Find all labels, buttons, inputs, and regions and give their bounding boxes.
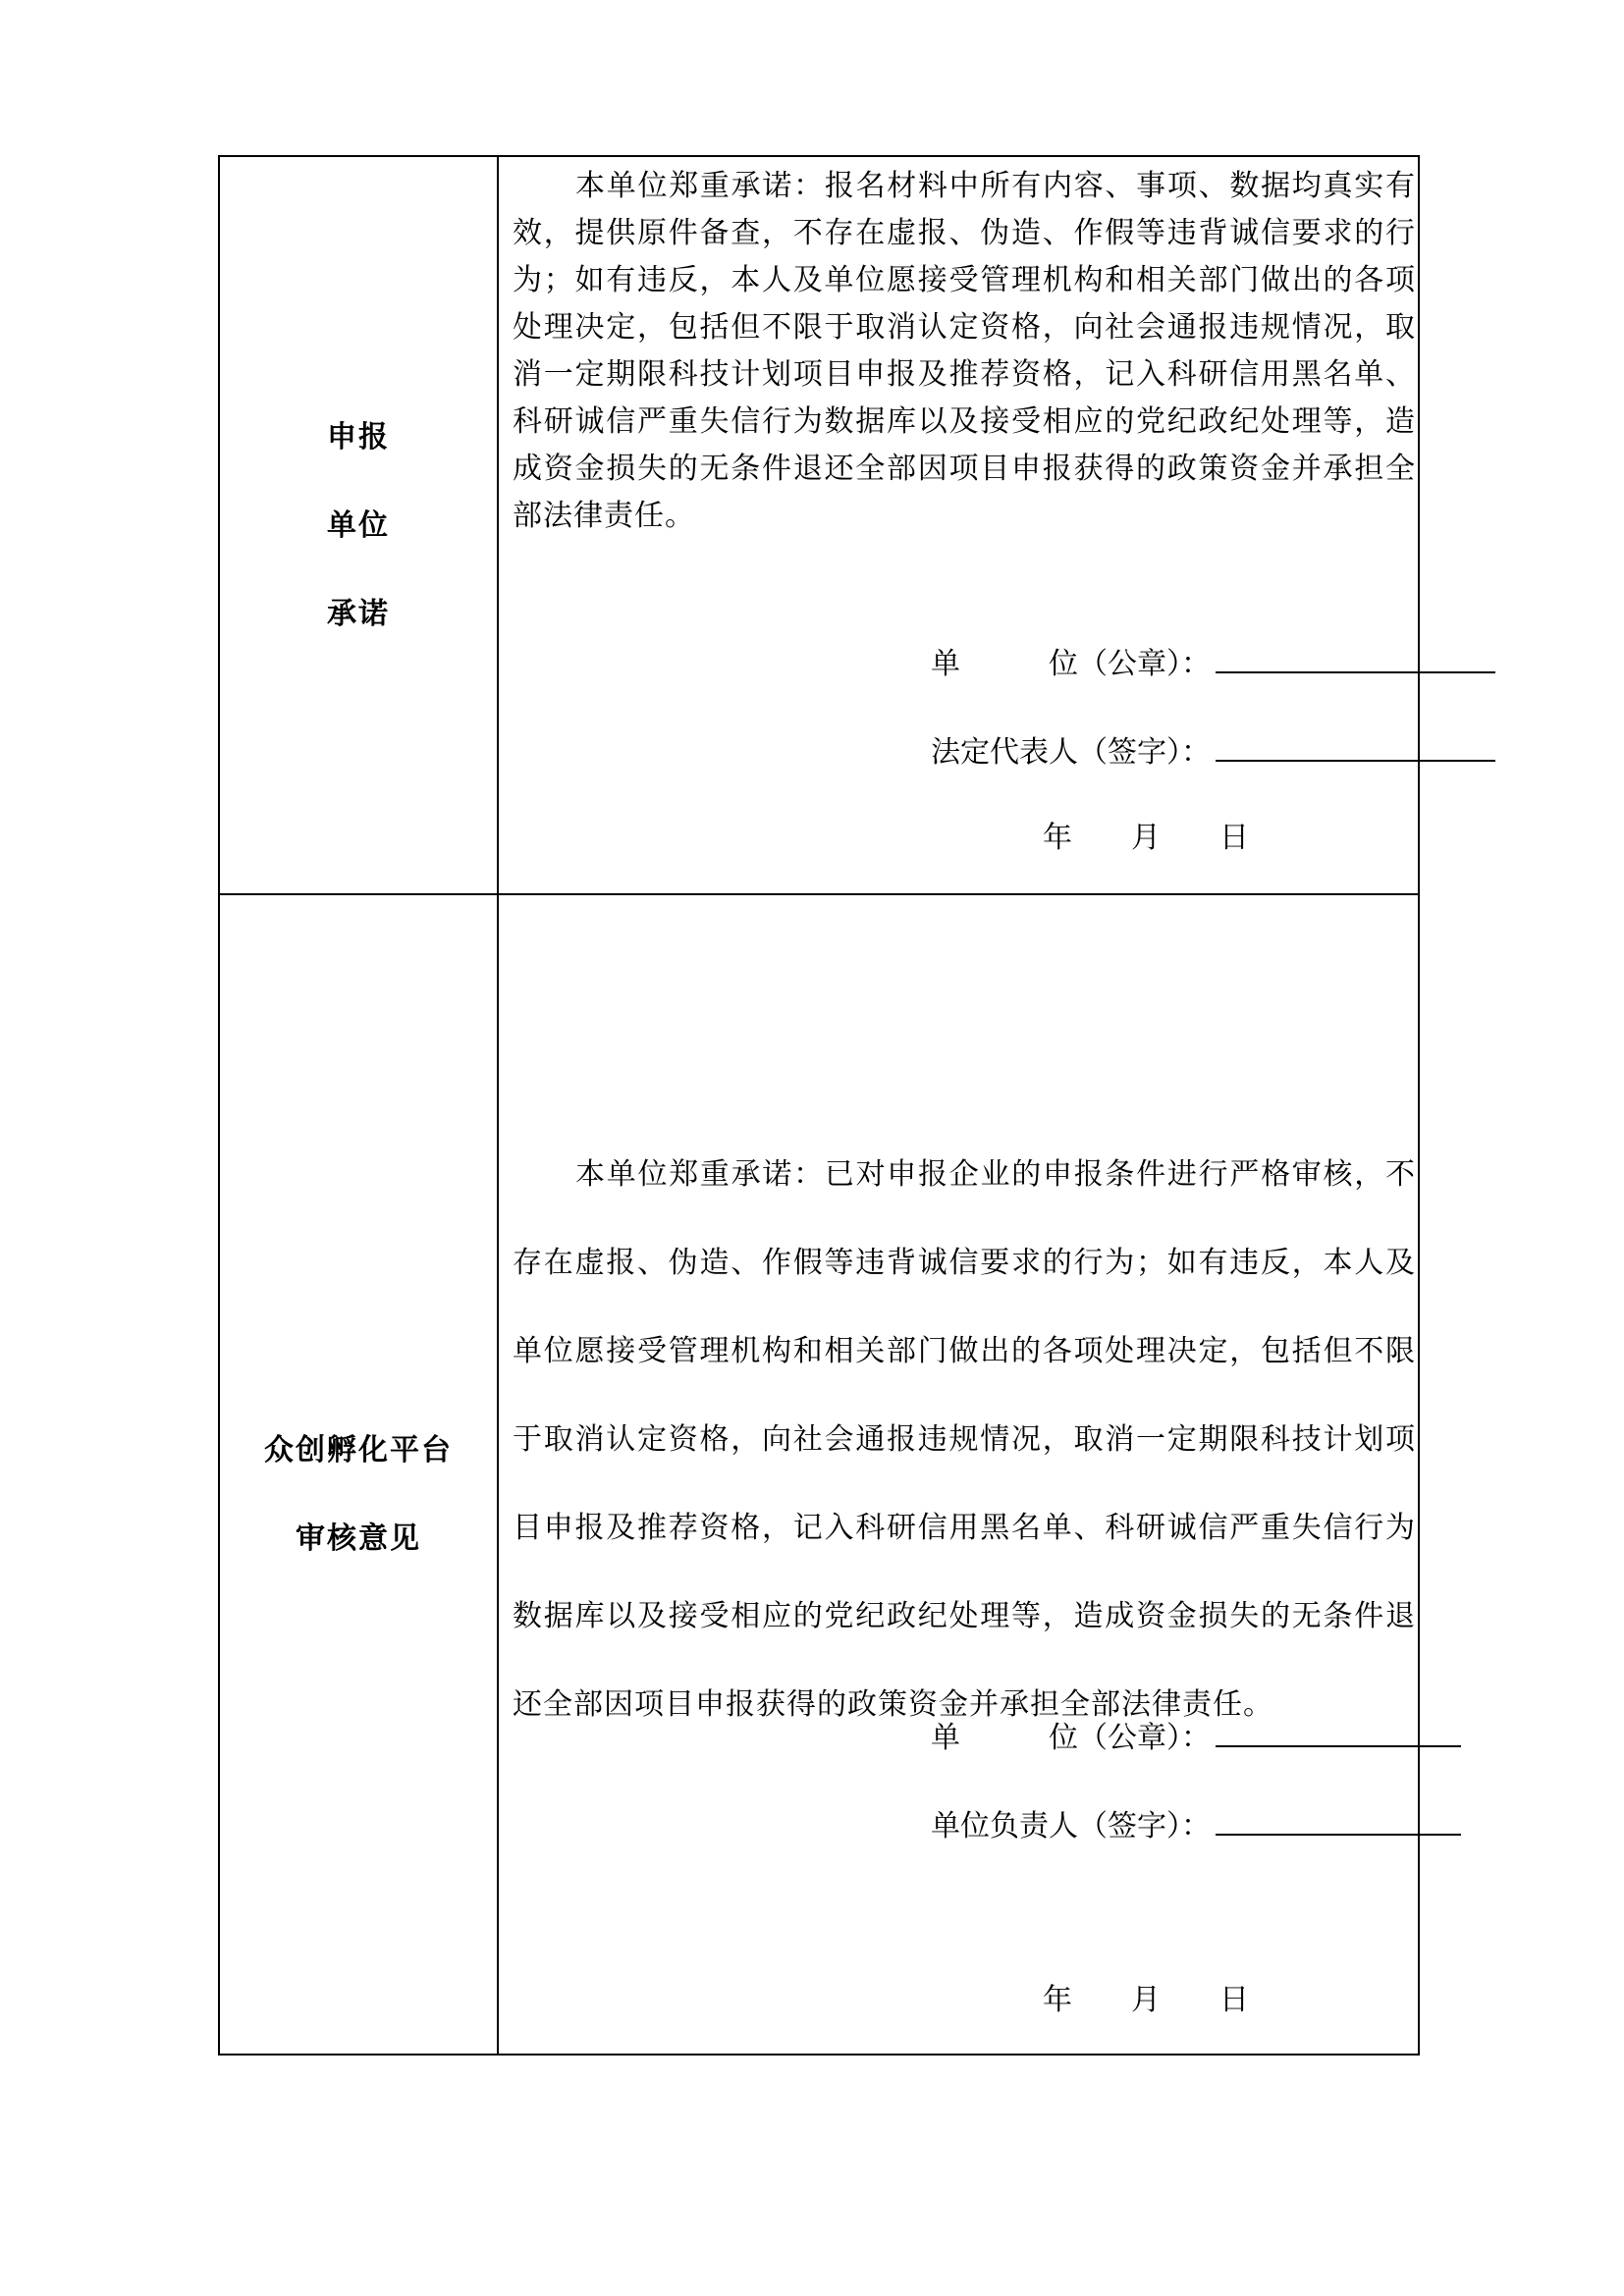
legal-rep-line [931, 730, 1495, 773]
platform-review-text: 本单位郑重承诺：已对申报企业的申报条件进行严格审核，不存在虚报、伪造、作假等违背诚信要求的行为；如有违反，本人及单位愿接受管理机构和相关部门做出的各项处理决定，包括但不限于取消认定资格，向社会通报违规情况，取消一定期限科技计划项目申报及推荐资格，记入科研信用黑名单、科研诚信严重失信行为数据库以及接受相应的党纪政纪处理等，造成资金损失的无条件退还全部因项目申报获得的政策资金并承担全部法律责任。 [513, 1157, 1416, 1722]
label-line-2: 单位 [327, 508, 390, 543]
label-line-3: 承诺 [327, 597, 390, 631]
unit-seal-line [931, 642, 1495, 684]
responsible-person-signature-blank[interactable] [1216, 1804, 1461, 1836]
label-line-2: 审核意见 [296, 1522, 421, 1556]
date-line: 年 月 日 [1043, 1983, 1249, 2017]
unit-seal-blank[interactable] [1216, 1716, 1461, 1747]
applicant-commitment-text: 本单位郑重承诺：报名材料中所有内容、事项、数据均真实有效，提供原件备查，不存在虚报、伪造、作假等违背诚信要求的行为；如有违反，本人及单位愿接受管理机构和相关部门做出的各项处理决定，包括但不限于取消认定资格，向社会通报违规情况，取消一定期限科技计划项目申报及推荐资格，记入科研信用黑名单、科研诚信严重失信行为数据库以及接受相应的党纪政纪处理等，造成资金损失的无条件退还全部因项目申报获得的政策资金并承担全部法律责任。 [513, 169, 1416, 533]
platform-review-label-cell [220, 895, 499, 2056]
unit-seal-line [931, 1716, 1461, 1758]
platform-review-content-cell [499, 895, 1418, 2056]
unit-seal-label: 单 位（公章）： [931, 647, 1211, 681]
applicant-commitment-row [220, 157, 1418, 893]
label-line-1: 申报 [327, 420, 390, 454]
applicant-commitment-label-cell [220, 157, 499, 893]
responsible-person-label: 单位负责人（签字）： [931, 1809, 1211, 1843]
applicant-commitment-content-cell [499, 157, 1418, 893]
unit-seal-label: 单 位（公章）： [931, 1721, 1211, 1755]
date-line: 年 月 日 [1043, 821, 1249, 855]
responsible-person-line [931, 1804, 1461, 1846]
platform-review-row [220, 893, 1418, 2056]
commitment-form-table [218, 155, 1420, 2056]
unit-seal-blank[interactable] [1216, 642, 1495, 673]
legal-rep-signature-blank[interactable] [1216, 730, 1495, 762]
legal-rep-label: 法定代表人（签字）： [931, 735, 1211, 770]
label-line-1: 众创孵化平台 [264, 1433, 453, 1468]
